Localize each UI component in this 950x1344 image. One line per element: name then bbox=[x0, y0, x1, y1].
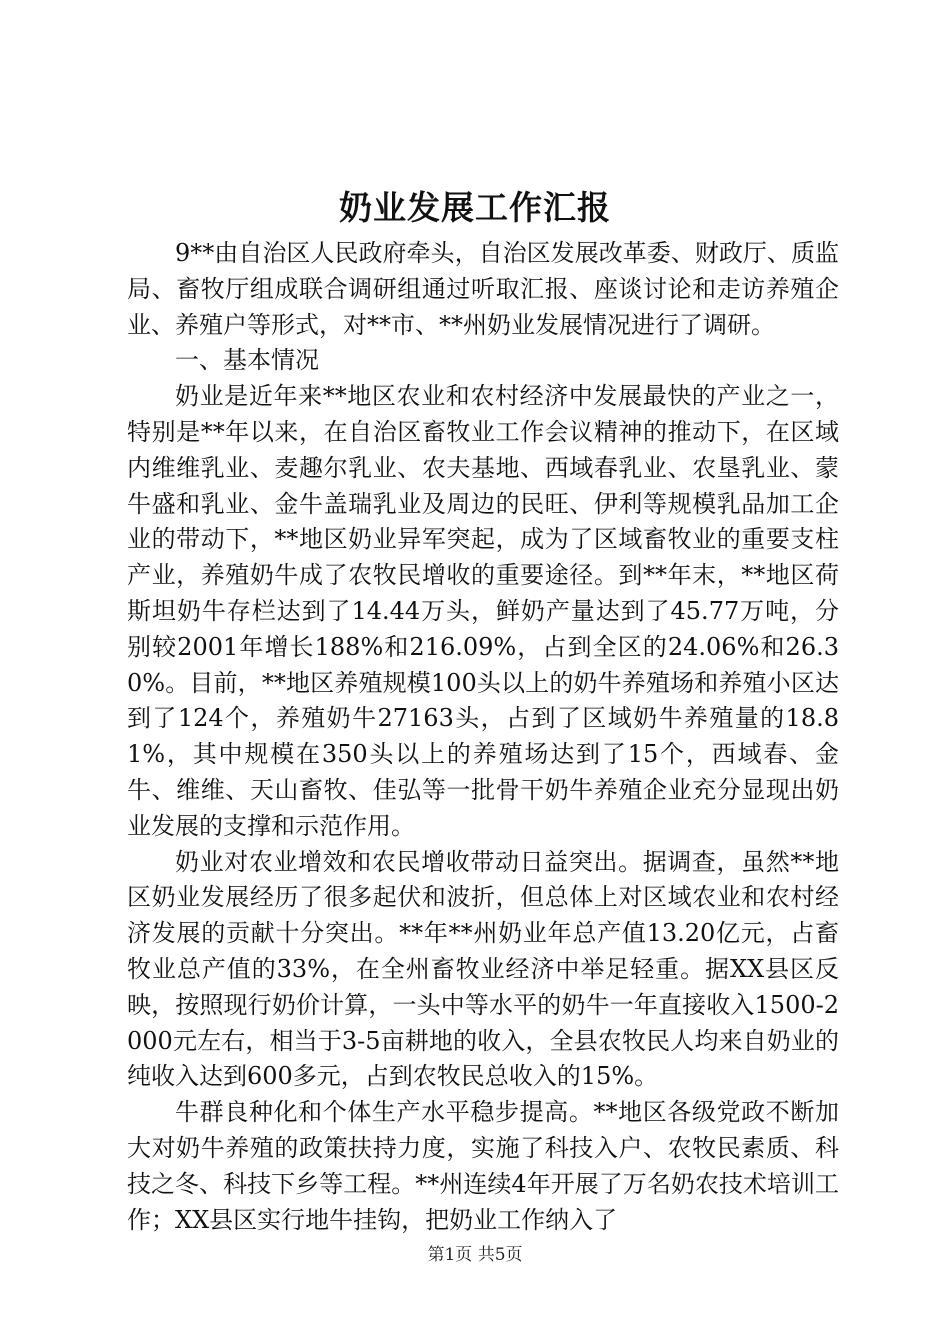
body-paragraph: 奶业对农业增效和农民增收带动日益突出。据调查，虽然**地区奶业发展经历了很多起伏和波折，但总体上对区域农业和农村经济发展的贡献十分突出。**年**州奶业年总产值13.20亿元，占畜牧业总产值的33%，在全州畜牧业经济中举足轻重。据XX县区反映，按照现行奶价计算，一头中等水平的奶牛一年直接收入1500-2000元左右，相当于3-5亩耕地的收入，全县农牧民人均来自奶业的纯收入达到600多元，占到农牧民总收入的15%。 bbox=[127, 847, 839, 1091]
section-heading: 一、基本情况 bbox=[175, 346, 319, 375]
body-paragraph: 奶业是近年来**地区农业和农村经济中发展最快的产业之一，特别是**年以来，在自治区畜牧业工作会议精神的推动下，在区域内维维乳业、麦趣尔乳业、农夫基地、西域春乳业、农垦乳业、蒙牛盛和乳业、金牛盖瑞乳业及周边的民旺、伊利等规模乳品加工企业的带动下，**地区奶业异军突起，成为了区域畜牧业的重要支柱产业，养殖奶牛成了农牧民增收的重要途径。到**年末，**地区荷斯坦奶牛存栏达到了14.44万头，鲜奶产量达到了45.77万吨，分别较2001年增长188%和216.09%，占到全区的24.06%和26.30%。目前，**地区养殖规模100头以上的奶牛养殖场和养殖小区达到了124个，养殖奶牛27163头，占到了区域奶牛养殖量的18.81%，其中规模在350头以上的养殖场达到了15个，西域春、金牛、维维、天山畜牧、佳弘等一批骨干奶牛养殖企业充分显现出奶业发展的支撑和示范作用。 bbox=[127, 382, 839, 840]
page-number-footer: 第1页 共5页 bbox=[427, 1245, 523, 1265]
document-body bbox=[127, 236, 839, 1238]
body-paragraph: 牛群良种化和个体生产水平稳步提高。**地区各级党政不断加大对奶牛养殖的政策扶持力度，实施了科技入户、农牧民素质、科技之冬、科技下乡等工程。**州连续4年开展了万名奶农技术培训工作；XX县区实行地牛挂钩，把奶业工作纳入了 bbox=[127, 1098, 839, 1234]
document-title: 奶业发展工作汇报 bbox=[339, 188, 611, 227]
intro-paragraph: 9**由自治区人民政府牵头，自治区发展改革委、财政厅、质监局、畜牧厅组成联合调研组通过听取汇报、座谈讨论和走访养殖企业、养殖户等形式，对**市、**州奶业发展情况进行了调研。 bbox=[127, 239, 839, 339]
